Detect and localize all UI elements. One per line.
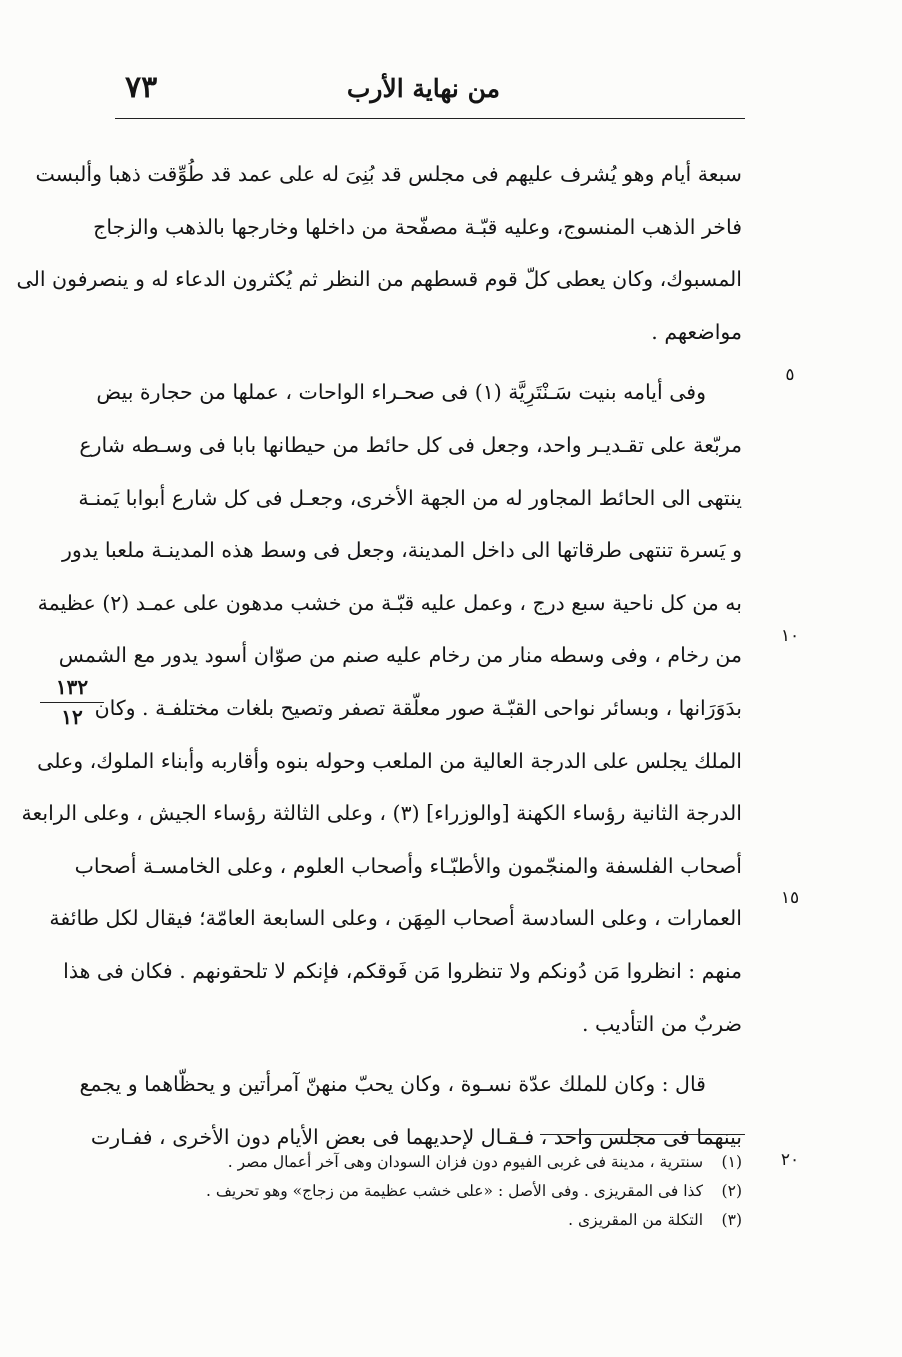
text-line: فاخر الذهب المنسوج، وعليه قبّـة مصفّحة من داخلها وخارجها بالذهب والزجاج bbox=[93, 214, 742, 239]
footnotes bbox=[120, 1148, 742, 1235]
text-line: به من كل ناحية سبع درج ، وعمل عليه قبّـة من خشب مدهون على عمـد (٢) عظيمة bbox=[37, 590, 742, 615]
text-line: بينهما فى مجلس واحد ، فـقـال لإحديهما فى بعض الأيام دون الأخرى ، ففـارت bbox=[90, 1124, 742, 1149]
line-number-5: ٥ bbox=[785, 365, 795, 385]
text-line: منهم : انظروا مَن دُونكم ولا تنظروا مَن فَوقكم، فإنكم لا تلحقونهم . فكان فى هذا bbox=[63, 958, 742, 983]
footnote bbox=[120, 1206, 742, 1235]
text-line: ضربٌ من التأديب . bbox=[581, 1011, 742, 1036]
footnote-number: (١) bbox=[721, 1153, 742, 1171]
margin-page-reference bbox=[40, 672, 104, 731]
text-line: وفى أيامه بنيت سَـنْتَرِيَّة (١) فى صحـراء الواحات ، عملها من حجارة بيض bbox=[96, 380, 706, 405]
line-number-10: ١٠ bbox=[780, 626, 800, 646]
text-line: العمارات ، وعلى السادسة أصحاب المِهَن ، وعلى السابعة العامّة؛ فيقال لكل طائفة bbox=[49, 906, 742, 931]
text-line: أصحاب الفلسفة والمنجّمون والأطبّـاء وأصحاب العلوم ، وعلى الخامسـة أصحاب bbox=[74, 853, 742, 878]
margin-reference-top: ١٣٢ bbox=[40, 672, 104, 703]
footnote-text: سنترية ، مدينة فى غربى الفيوم دون فزان السودان وهى آخر أعمال مصر . bbox=[227, 1153, 704, 1171]
text-line: الدرجة الثانية رؤساء الكهنة [والوزراء] (٣) ، وعلى الثالثة رؤساء الجيش ، وعلى الرابعة bbox=[21, 801, 742, 826]
footnote-text: التكلة من المقريزى . bbox=[568, 1211, 704, 1229]
text-line: المسبوك، وكان يعطى كلّ قوم قسطهم من النظر ثم يُكثرون الدعاء له و ينصرفون الى bbox=[16, 267, 742, 292]
text-line: سبعة أيام وهو يُشرف عليهم فى مجلس قد بُنِىَ له على عمد قد طُوِّقت ذهبا وألبست bbox=[35, 162, 742, 186]
footnote-text: كذا فى المقريزى . وفى الأصل : «على خشب عظيمة من زجاج» وهو تحريف . bbox=[206, 1182, 704, 1200]
text-line: من رخام ، وفى وسطه منار من رخام عليه صنم من صوّان أسود يدور مع الشمس bbox=[58, 643, 742, 668]
footnote bbox=[120, 1177, 742, 1206]
footnote-number: (٢) bbox=[721, 1182, 742, 1200]
header-rule bbox=[115, 118, 745, 119]
running-title: من نهاية الأرب bbox=[346, 74, 500, 103]
footnote bbox=[120, 1148, 742, 1177]
text-line: قال : وكان للملك عدّة نسـوة ، وكان يحبّ منهنّ آمرأتين و يحظّاهما و يجمع bbox=[79, 1072, 706, 1097]
text-line: مربّعة على تقـديـر واحد، وجعل فى كل حائط من حيطانها بابا فى وسـطه شارع bbox=[79, 432, 742, 457]
line-number-20: ٢٠ bbox=[780, 1150, 800, 1170]
footnote-number: (٣) bbox=[721, 1211, 742, 1229]
footnote-rule bbox=[540, 1134, 745, 1135]
line-number-15: ١٥ bbox=[780, 888, 800, 908]
text-line: بدَوَرَانها ، وبسائر نواحى القبّـة صور معلّقة تصفر وتصيح بلغات مختلفـة . وكان bbox=[94, 695, 742, 720]
text-line: ينتهى الى الحائط المجاور له من الجهة الأخرى، وجعـل فى كل شارع أبوابا يَمنـة bbox=[78, 485, 742, 510]
text-line: الملك يجلس على الدرجة العالية من الملعب وحوله بنوه وأقاربه وأبناء الملوك، وعلى bbox=[37, 748, 742, 773]
margin-reference-bottom: ١٢ bbox=[61, 705, 83, 729]
text-line: و يَسرة تنتهى طرقاتها الى داخل المدينة، وجعل فى وسط هذه المدينـة ملعبا يدور bbox=[62, 538, 742, 563]
page-header bbox=[115, 70, 745, 120]
text-line: مواضعهم . bbox=[651, 319, 742, 344]
page-number: ٧٣ bbox=[125, 70, 158, 105]
